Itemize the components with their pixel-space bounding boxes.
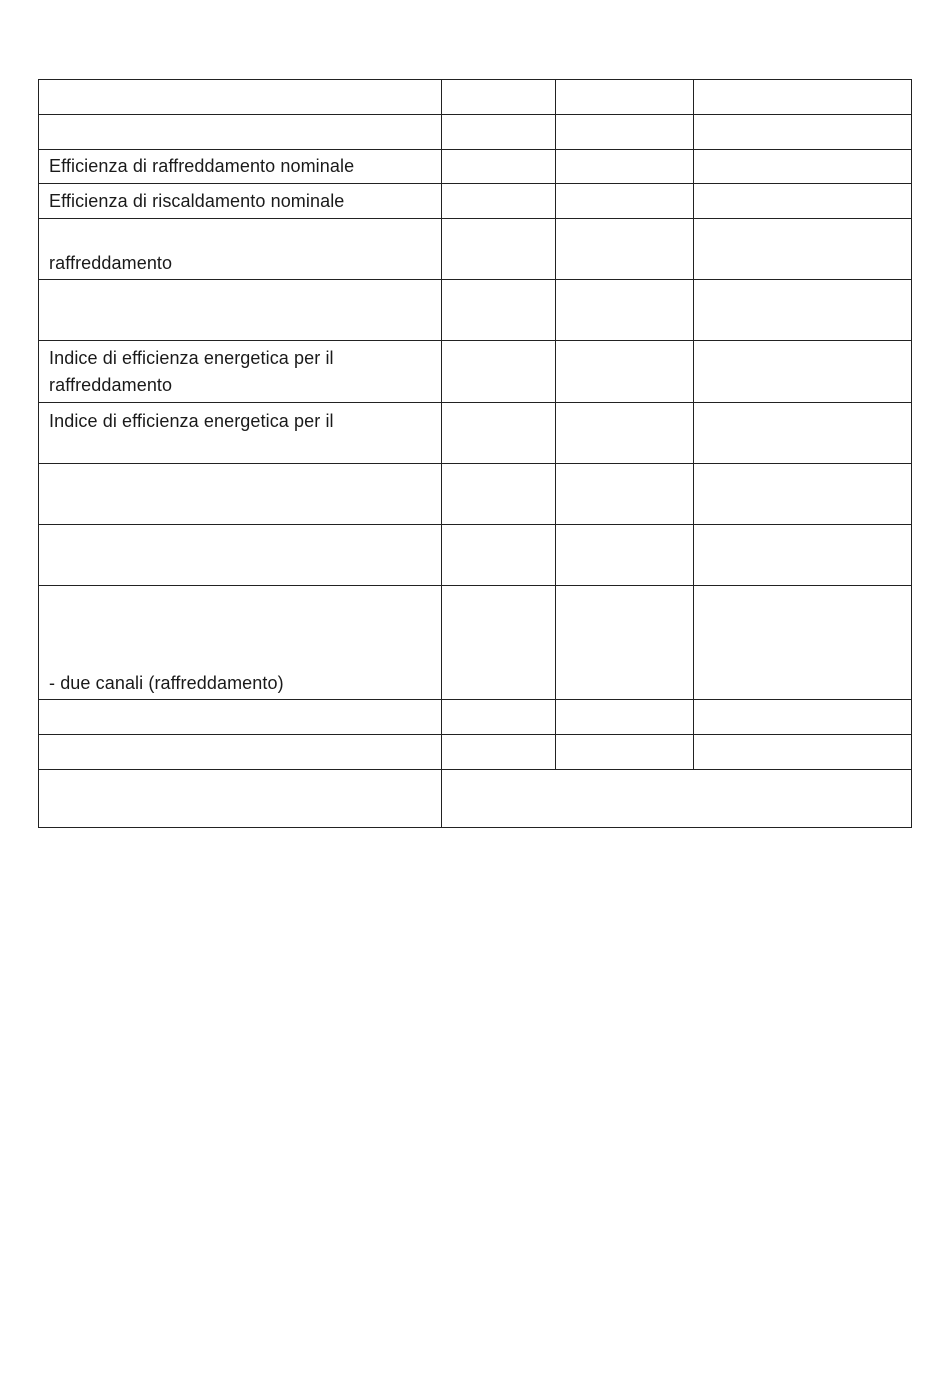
value-cell: [556, 464, 694, 525]
value-cell: [556, 219, 694, 280]
value-cell: [694, 219, 912, 280]
value-cell: [694, 403, 912, 464]
value-cell: [442, 586, 556, 700]
value-cell: [694, 700, 912, 735]
table-row: [39, 150, 912, 184]
row-label: [39, 525, 442, 586]
value-cell: [556, 700, 694, 735]
value-cell: [442, 700, 556, 735]
value-cell: [694, 586, 912, 700]
table-row: [39, 525, 912, 586]
table-row: [39, 115, 912, 150]
value-cell: [694, 464, 912, 525]
value-cell: [442, 341, 556, 403]
row-label: raffreddamento: [39, 219, 442, 280]
value-cell: [556, 403, 694, 464]
value-cell: [556, 735, 694, 770]
row-label: Indice di efficienza energetica per il raffreddamento: [39, 341, 442, 403]
table-row: [39, 770, 912, 828]
value-cell: [556, 115, 694, 150]
table-row: [39, 80, 912, 115]
value-cell: [442, 464, 556, 525]
value-cell: [556, 586, 694, 700]
value-cell: [694, 341, 912, 403]
value-cell: [442, 403, 556, 464]
value-cell: [694, 80, 912, 115]
row-label: Efficienza di raffreddamento nominale: [39, 150, 442, 184]
table-row: [39, 403, 912, 464]
value-cell: [442, 150, 556, 184]
table-row: [39, 586, 912, 700]
value-cell: [556, 184, 694, 219]
specifications-table: [38, 79, 912, 828]
row-label: [39, 700, 442, 735]
table-row: [39, 341, 912, 403]
value-cell: [442, 735, 556, 770]
value-cell: [694, 184, 912, 219]
value-cell: [442, 184, 556, 219]
table-row: [39, 464, 912, 525]
value-cell: [442, 115, 556, 150]
value-cell: [694, 115, 912, 150]
value-cell: [556, 80, 694, 115]
table-row: [39, 735, 912, 770]
row-label: [39, 735, 442, 770]
value-cell: [442, 219, 556, 280]
table-row: [39, 700, 912, 735]
row-label: Efficienza di riscaldamento nominale: [39, 184, 442, 219]
row-label: [39, 115, 442, 150]
row-label: - due canali (raffreddamento): [39, 586, 442, 700]
row-label: Indice di efficienza energetica per il: [39, 403, 442, 464]
row-label: [39, 770, 442, 828]
row-label: [39, 464, 442, 525]
table-row: [39, 219, 912, 280]
table-row: [39, 280, 912, 341]
row-label: [39, 80, 442, 115]
value-cell: [694, 280, 912, 341]
row-label: [39, 280, 442, 341]
table-row: [39, 184, 912, 219]
value-cell: [694, 735, 912, 770]
value-cell: [556, 341, 694, 403]
value-cell: [442, 280, 556, 341]
value-cell: [556, 150, 694, 184]
value-cell: [694, 525, 912, 586]
value-cell: [556, 280, 694, 341]
value-cell: [694, 150, 912, 184]
merged-value-cell: [442, 770, 912, 828]
value-cell: [442, 525, 556, 586]
value-cell: [442, 80, 556, 115]
value-cell: [556, 525, 694, 586]
